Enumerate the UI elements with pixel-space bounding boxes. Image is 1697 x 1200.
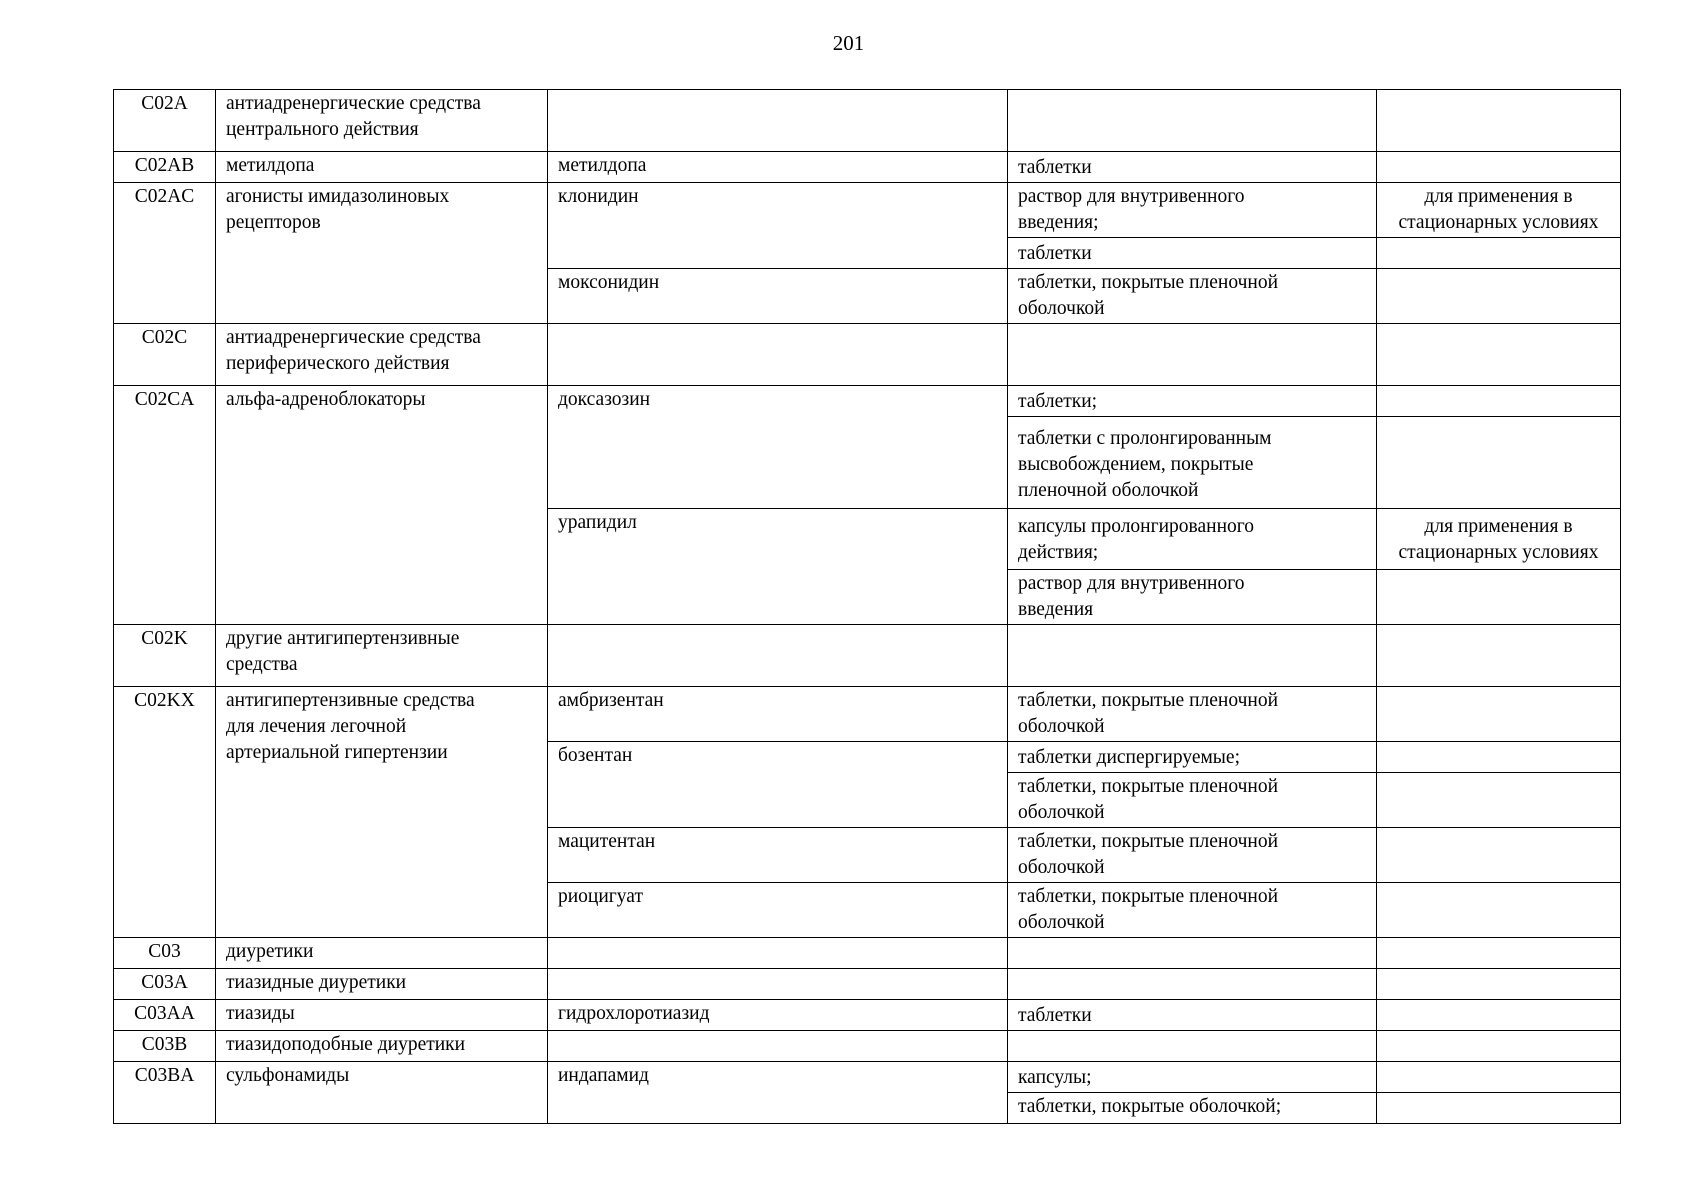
group-name: другие антигипертензивные средства [216, 625, 548, 687]
table-row [114, 969, 1621, 1000]
dosage-form [1008, 969, 1377, 1000]
drug-name: моксонидин [548, 269, 1008, 324]
table-row [114, 183, 1621, 238]
usage-note: для применения в стационарных условиях [1377, 509, 1621, 570]
usage-note [1377, 742, 1621, 773]
usage-note [1377, 1093, 1621, 1124]
table-row [114, 152, 1621, 183]
dosage-form: таблетки с пролонгированным высвобождением, покрытые пленочной оболочкой [1008, 417, 1377, 509]
table-row [114, 625, 1621, 687]
dosage-form: капсулы; [1008, 1062, 1377, 1093]
atc-code: C02AC [114, 183, 216, 324]
dosage-form: таблетки, покрытые пленочной оболочкой [1008, 687, 1377, 742]
usage-note [1377, 773, 1621, 828]
dosage-form: таблетки, покрытые оболочкой; [1008, 1093, 1377, 1124]
usage-note [1377, 1031, 1621, 1062]
dosage-form [1008, 90, 1377, 152]
atc-code: C02K [114, 625, 216, 687]
table-row [114, 324, 1621, 386]
dosage-form: таблетки, покрытые пленочной оболочкой [1008, 269, 1377, 324]
dosage-form: таблетки [1008, 1000, 1377, 1031]
group-name: тиазидные диуретики [216, 969, 548, 1000]
usage-note [1377, 269, 1621, 324]
group-name: тиазиды [216, 1000, 548, 1031]
dosage-form: таблетки, покрытые пленочной оболочкой [1008, 773, 1377, 828]
dosage-form [1008, 938, 1377, 969]
drug-name [548, 90, 1008, 152]
dosage-form: таблетки [1008, 238, 1377, 269]
group-name: альфа-адреноблокаторы [216, 386, 548, 625]
dosage-form: таблетки, покрытые пленочной оболочкой [1008, 828, 1377, 883]
group-name: агонисты имидазолиновых рецепторов [216, 183, 548, 324]
drug-name: доксазозин [548, 386, 1008, 509]
usage-note [1377, 417, 1621, 509]
usage-note [1377, 828, 1621, 883]
group-name: антигипертензивные средства для лечения легочной артериальной гипертензии [216, 687, 548, 938]
table-row [114, 938, 1621, 969]
drug-name: гидрохлоротиазид [548, 1000, 1008, 1031]
usage-note [1377, 687, 1621, 742]
drug-name: урапидил [548, 509, 1008, 625]
table-row [114, 1000, 1621, 1031]
usage-note [1377, 152, 1621, 183]
atc-code: C02KX [114, 687, 216, 938]
dosage-form: таблетки диспергируемые; [1008, 742, 1377, 773]
dosage-form: таблетки [1008, 152, 1377, 183]
usage-note [1377, 570, 1621, 625]
drug-name: метилдопа [548, 152, 1008, 183]
drug-name [548, 1031, 1008, 1062]
table-row [114, 687, 1621, 742]
atc-code: C03B [114, 1031, 216, 1062]
drug-name: клонидин [548, 183, 1008, 269]
atc-code: C03BA [114, 1062, 216, 1124]
group-name: сульфонамиды [216, 1062, 548, 1124]
table-row [114, 90, 1621, 152]
drug-name: амбризентан [548, 687, 1008, 742]
usage-note [1377, 238, 1621, 269]
dosage-form: раствор для внутривенного введения [1008, 570, 1377, 625]
dosage-form: капсулы пролонгированного действия; [1008, 509, 1377, 570]
drug-name: бозентан [548, 742, 1008, 828]
group-name: тиазидоподобные диуретики [216, 1031, 548, 1062]
dosage-form: таблетки, покрытые пленочной оболочкой [1008, 883, 1377, 938]
dosage-form: таблетки; [1008, 386, 1377, 417]
atc-code: C02C [114, 324, 216, 386]
table-row [114, 1062, 1621, 1093]
table-row [114, 386, 1621, 417]
usage-note: для применения в стационарных условиях [1377, 183, 1621, 238]
atc-code: C03 [114, 938, 216, 969]
dosage-form [1008, 625, 1377, 687]
page-number: 201 [832, 31, 865, 55]
drug-table [113, 89, 1621, 1124]
drug-name [548, 969, 1008, 1000]
table-row [114, 1031, 1621, 1062]
drug-name: риоцигуат [548, 883, 1008, 938]
usage-note [1377, 90, 1621, 152]
group-name: антиадренергические средства центрального действия [216, 90, 548, 152]
usage-note [1377, 386, 1621, 417]
usage-note [1377, 883, 1621, 938]
drug-name [548, 938, 1008, 969]
drug-name [548, 324, 1008, 386]
group-name: метилдопа [216, 152, 548, 183]
atc-code: C03AA [114, 1000, 216, 1031]
dosage-form: раствор для внутривенного введения; [1008, 183, 1377, 238]
drug-name: индапамид [548, 1062, 1008, 1124]
usage-note [1377, 1062, 1621, 1093]
usage-note [1377, 969, 1621, 1000]
atc-code: C02AB [114, 152, 216, 183]
usage-note [1377, 1000, 1621, 1031]
atc-code: C02A [114, 90, 216, 152]
dosage-form [1008, 1031, 1377, 1062]
drug-name [548, 625, 1008, 687]
group-name: антиадренергические средства периферического действия [216, 324, 548, 386]
group-name: диуретики [216, 938, 548, 969]
atc-code: C03A [114, 969, 216, 1000]
drug-name: мацитентан [548, 828, 1008, 883]
usage-note [1377, 324, 1621, 386]
dosage-form [1008, 324, 1377, 386]
usage-note [1377, 625, 1621, 687]
atc-code: C02CA [114, 386, 216, 625]
usage-note [1377, 938, 1621, 969]
